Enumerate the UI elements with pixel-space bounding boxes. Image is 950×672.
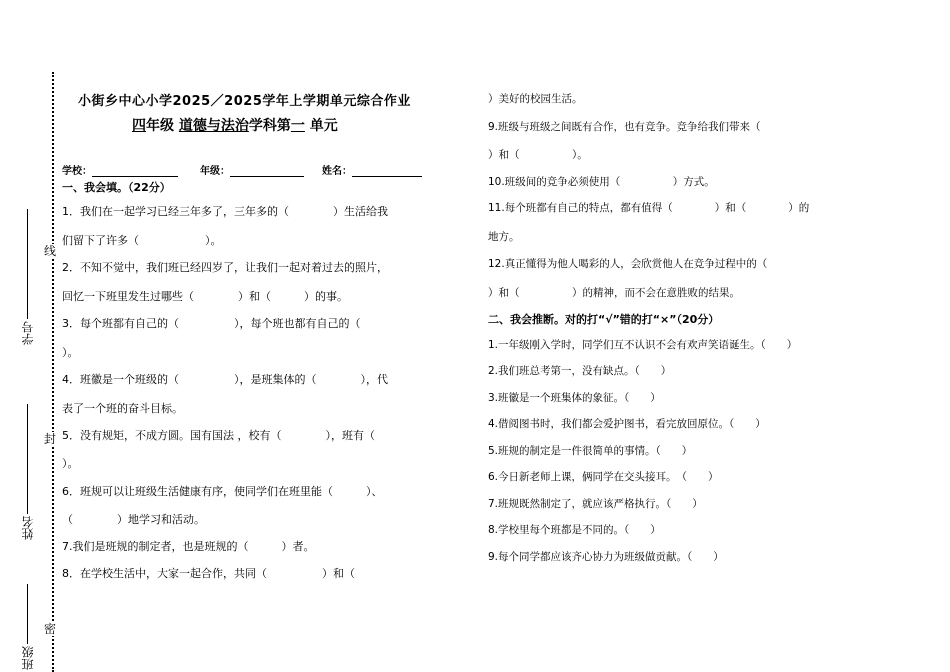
name-label: 姓名： — [322, 166, 352, 177]
class-field — [20, 570, 36, 670]
info-row — [62, 162, 422, 177]
q8-line1: 8．在学校生活中，大家一起合作，共同（ ）和（ — [62, 567, 355, 580]
school-label: 学校： — [62, 166, 92, 177]
grade-word: 年级 — [146, 118, 174, 134]
judge-item-9: 9.每个同学都应该齐心协力为班级做贡献。（ ） — [488, 551, 724, 563]
q10-line: 10.班级间的竞争必须使用（ ）方式。 — [488, 176, 715, 188]
unit-value: 一 — [290, 118, 305, 134]
class-label: 班级 — [21, 646, 35, 670]
student-id-blank[interactable] — [28, 209, 29, 319]
grade-blank[interactable] — [230, 167, 304, 177]
q12-line1: 12.真正懂得为他人喝彩的人，会欣赏他人在竞争过程中的（ — [488, 258, 768, 270]
judge-item-4: 4.借阅图书时，我们都会爱护图书，看完放回原位。（ ） — [488, 418, 766, 430]
seal-char-feng: 封 — [44, 432, 57, 446]
unit-word: 单元 — [309, 118, 338, 134]
judge-item-6: 6.今日新老师上课，俩同学在交头接耳。 （ ） — [488, 471, 719, 483]
judge-item-7: 7.班规既然制定了，就应该严格执行。（ ） — [488, 498, 703, 510]
name-blank[interactable] — [352, 167, 422, 177]
q3-line2: ）。 — [62, 346, 79, 359]
section1-heading: 一、我会填。（22分） — [62, 181, 171, 194]
q2-line2: 回忆一下班里发生过哪些（ ）和（ ）的事。 — [62, 290, 348, 303]
subject-word: 学科第 — [248, 118, 291, 134]
q1-line1: 1．我们在一起学习已经三年多了，三年多的（ ）生活给我 — [62, 205, 388, 218]
grade-label: 年级： — [200, 166, 230, 177]
q9-line2: ）和（ ）。 — [488, 149, 588, 161]
judge-item-5: 5.班规的制定是一件很简单的事情。（ ） — [488, 445, 693, 457]
subject-value: 道德与法治 — [178, 118, 249, 134]
q3-line1: 3．每个班都有自己的（ ），每个班也都有自己的（ — [62, 317, 361, 330]
student-id-label: 学号 — [21, 321, 35, 345]
name-vertical-blank[interactable] — [28, 404, 29, 514]
section2-heading: 二、我会推断。对的打“√”错的打“×”（20分） — [488, 313, 720, 326]
q2-line1: 2．不知不觉中，我们班已经四岁了，让我们一起对着过去的照片， — [62, 261, 388, 274]
binding-margin — [0, 0, 60, 672]
q4-line1: 4．班徽是一个班级的（ ），是班集体的（ ），代 — [62, 373, 388, 386]
subtitle — [132, 115, 338, 135]
judge-item-1: 1.一年级刚入学时，同学们互不认识不会有欢声笑语诞生。（ ） — [488, 339, 798, 351]
judge-item-8: 8.学校里每个班都是不同的。（ ） — [488, 524, 661, 536]
name-field-vertical — [20, 390, 36, 540]
q1-line2: 们留下了许多（ ）。 — [62, 234, 222, 247]
q8-line2: ）美好的校园生活。 — [488, 93, 583, 105]
name-vertical-label: 姓名 — [21, 516, 35, 540]
q4-line2: 表了一个班的奋斗目标。 — [62, 402, 183, 415]
class-blank[interactable] — [28, 584, 29, 644]
q11-line2: 地方。 — [488, 231, 520, 243]
q6-line2: （ ）地学习和活动。 — [62, 513, 205, 526]
seal-char-mi: 密 — [44, 622, 57, 636]
judge-item-3: 3.班徽是一个班集体的象征。（ ） — [488, 392, 661, 404]
student-id-field — [20, 195, 36, 345]
judge-item-2: 2.我们班总考第一，没有缺点。（ ） — [488, 365, 672, 377]
q12-line2: ）和（ ）的精神，而不会在意胜败的结果。 — [488, 287, 740, 299]
q9-line1: 9.班级与班级之间既有合作，也有竞争。竞争给我们带来（ — [488, 121, 761, 133]
q6-line1: 6．班规可以让班级生活健康有序，使同学们在班里能（ ）、 — [62, 485, 383, 498]
seal-char-xian: 线 — [44, 244, 57, 258]
q5-line1: 5．没有规矩，不成方圆。国有国法 ，校有（ ），班有（ — [62, 429, 375, 442]
binding-dotted-line — [52, 72, 54, 672]
q7-line: 7.我们是班规的制定者，也是班规的（ ）者。 — [62, 540, 315, 553]
q5-line2: ）。 — [62, 457, 79, 470]
page-title: 小街乡中心小学2025／2025学年上学期单元综合作业 — [78, 94, 411, 109]
grade-value: 四 — [132, 118, 146, 134]
school-blank[interactable] — [92, 167, 178, 177]
q11-line1: 11.每个班都有自己的特点，都有值得（ ）和（ ）的 — [488, 202, 810, 214]
